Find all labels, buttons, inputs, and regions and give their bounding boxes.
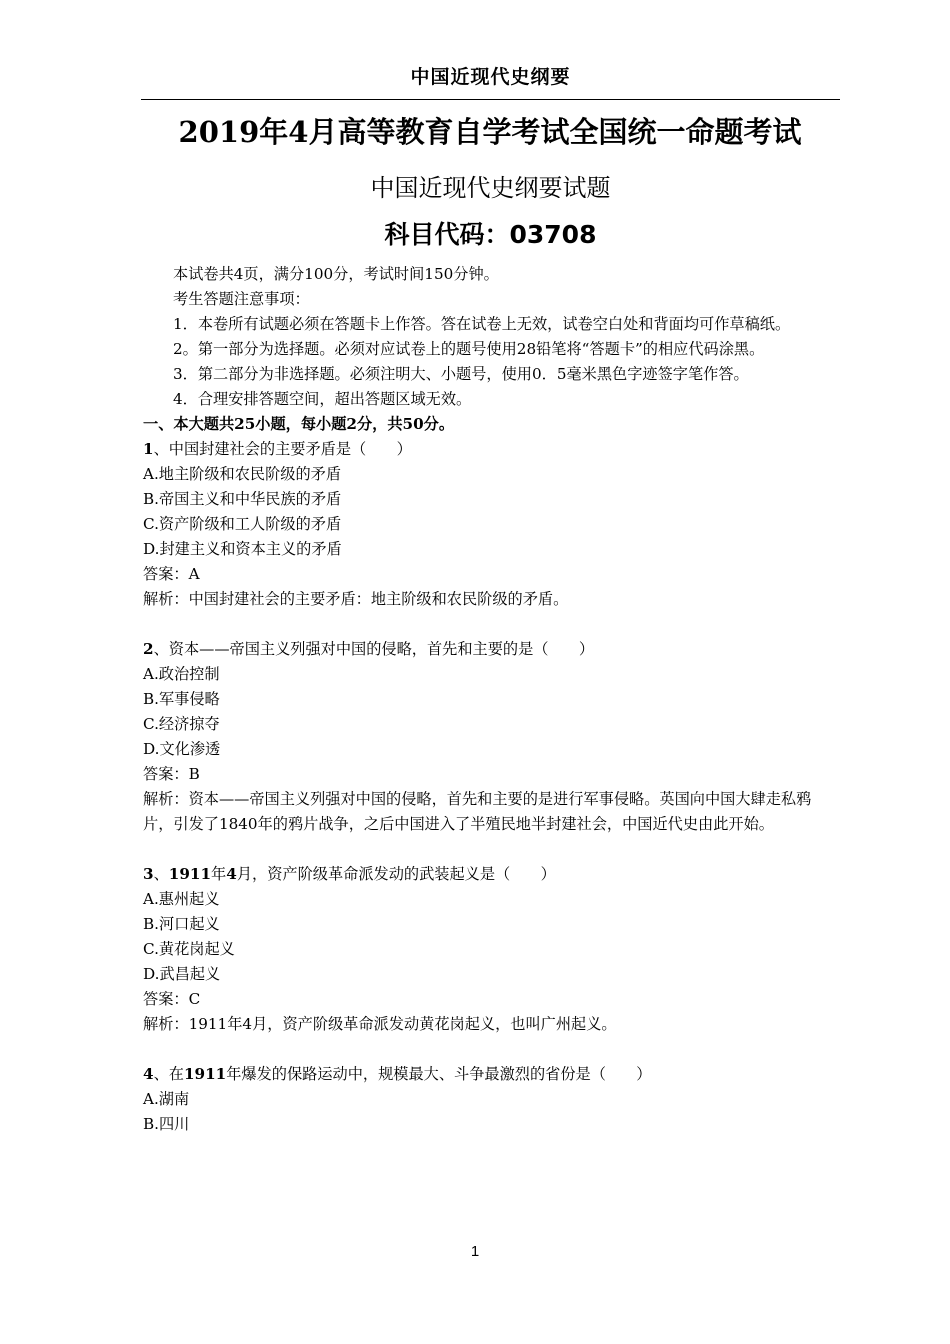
question-year: 1911 xyxy=(183,1065,227,1083)
instruction-note: 1．本卷所有试题必须在答题卡上作答。答在试卷上无效，试卷空白处和背面均可作草稿纸。 xyxy=(173,315,791,333)
analysis: 解析：资本——帝国主义列强对中国的侵略，首先和主要的是进行军事侵略。英国向中国大肆走私鸦片，引发了1840年的鸦片战争，之后中国进入了半殖民地半封建社会，中国近代史由此开始。 xyxy=(143,790,812,833)
intro-line: 本试卷共4页，满分100分，考试时间150分钟。 xyxy=(173,265,499,283)
option: A.政治控制 xyxy=(143,665,220,683)
analysis: 解析：中国封建社会的主要矛盾：地主阶级和农民阶级的矛盾。 xyxy=(143,590,569,608)
question-stem xyxy=(143,637,840,662)
question-stem xyxy=(143,1062,840,1087)
answer: 答案：A xyxy=(143,565,200,583)
option: A.惠州起义 xyxy=(143,890,220,908)
subject-code: 科目代码：03708 xyxy=(384,220,597,249)
option: C.经济掠夺 xyxy=(143,715,220,733)
option: C.资产阶级和工人阶级的矛盾 xyxy=(143,515,342,533)
question-text: 、中国封建社会的主要矛盾是（ ） xyxy=(153,440,412,458)
header-rule xyxy=(141,99,840,100)
question-number: 4 xyxy=(143,1065,154,1083)
question-number: 1 xyxy=(143,440,154,458)
exam-body xyxy=(143,262,840,1137)
question-text: 月，资产阶级革命派发动的武装起义是（ ） xyxy=(236,865,556,883)
question-text: 、在 xyxy=(153,1065,184,1083)
question-text: 、 xyxy=(153,865,169,883)
option: D.武昌起义 xyxy=(143,965,221,983)
option: A.湖南 xyxy=(143,1090,190,1108)
question-month: 4 xyxy=(226,865,237,883)
question-stem xyxy=(143,437,840,462)
option: B.军事侵略 xyxy=(143,690,220,708)
question-number: 2 xyxy=(143,640,154,658)
question-number: 3 xyxy=(143,865,154,883)
spacer xyxy=(143,612,840,637)
spacer xyxy=(143,837,840,862)
running-header: 中国近现代史纲要 xyxy=(410,66,571,88)
spacer xyxy=(143,1037,840,1062)
question-stem xyxy=(143,862,840,887)
option: C.黄花岗起义 xyxy=(143,940,235,958)
intro-line: 考生答题注意事项： xyxy=(173,290,310,308)
answer: 答案：B xyxy=(143,765,200,783)
instruction-note: 3．第二部分为非选择题。必须注明大、小题号，使用0．5毫米黑色字迹签字笔作答。 xyxy=(173,365,749,383)
exam-title: 2019年4月高等教育自学考试全国统一命题考试 xyxy=(178,115,802,149)
question-year: 1911 xyxy=(168,865,212,883)
section-heading: 一、本大题共25小题，每小题2分，共50分。 xyxy=(143,415,455,433)
exam-subtitle: 中国近现代史纲要试题 xyxy=(370,174,611,202)
instruction-note: 2。第一部分为选择题。必须对应试卷上的题号使用28铅笔将“答题卡”的相应代码涂黑。 xyxy=(173,340,765,358)
option: B.四川 xyxy=(143,1115,190,1133)
answer: 答案：C xyxy=(143,990,201,1008)
question-text: 、资本——帝国主义列强对中国的侵略，首先和主要的是（ ） xyxy=(153,640,595,658)
instruction-note: 4．合理安排答题空间，超出答题区域无效。 xyxy=(173,390,472,408)
option: B.帝国主义和中华民族的矛盾 xyxy=(143,490,342,508)
option: D.文化渗透 xyxy=(143,740,221,758)
option: A.地主阶级和农民阶级的矛盾 xyxy=(143,465,342,483)
option: D.封建主义和资本主义的矛盾 xyxy=(143,540,342,558)
page-number: 1 xyxy=(470,1243,480,1260)
question-text: 年 xyxy=(211,865,227,883)
option: B.河口起义 xyxy=(143,915,220,933)
analysis: 解析：1911年4月，资产阶级革命派发动黄花岗起义，也叫广州起义。 xyxy=(143,1015,617,1033)
question-text: 年爆发的保路运动中，规模最大、斗争最激烈的省份是（ ） xyxy=(226,1065,652,1083)
